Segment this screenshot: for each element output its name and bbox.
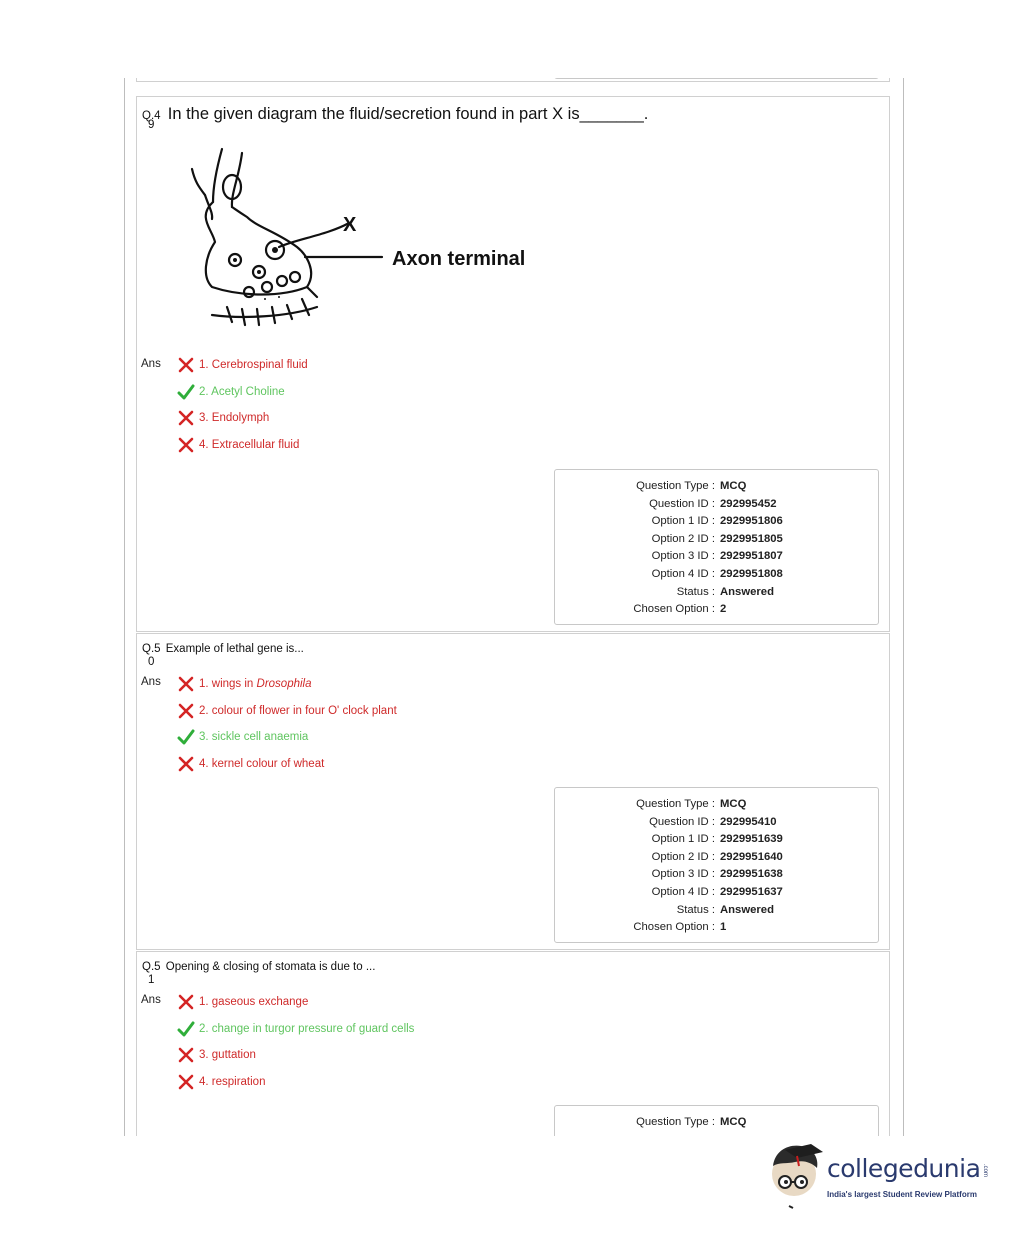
option-text: 3. Endolymph	[199, 412, 270, 424]
meta-key: Option 1 ID :	[651, 515, 715, 528]
meta-key: Option 4 ID :	[651, 886, 715, 898]
answer-option	[177, 754, 324, 774]
brand-domain-suffix: .com	[982, 1164, 988, 1178]
option-text: 2. Acetyl Choline	[199, 385, 285, 398]
option-text: 4. respiration	[199, 1075, 266, 1088]
answer-option	[177, 1072, 265, 1092]
meta-key: Question Type :	[636, 798, 715, 810]
question-text: Example of lethal gene is...	[165, 643, 304, 655]
question-header	[142, 105, 649, 131]
wrong-cross-icon	[177, 436, 195, 454]
meta-key: Chosen Option :	[633, 603, 715, 616]
meta-key: Option 4 ID :	[651, 568, 715, 580]
previous-question-panel	[136, 78, 890, 82]
answer-option	[177, 992, 308, 1012]
meta-value: MCQ	[720, 1116, 747, 1128]
option-text: 4. kernel colour of wheat	[199, 757, 325, 770]
question-panel-50	[136, 633, 890, 950]
question-number-suffix: 0	[148, 656, 155, 668]
correct-check-icon	[177, 728, 195, 746]
question-panel-51	[136, 951, 890, 1136]
answer-option	[177, 674, 312, 694]
question-number: Q.4	[142, 110, 161, 122]
question-meta-box	[554, 469, 879, 625]
answer-option	[177, 1045, 256, 1065]
meta-key: Option 3 ID :	[651, 550, 715, 563]
meta-value: 2929951640	[720, 850, 783, 863]
meta-value: Answered	[720, 903, 774, 916]
mascot-icon	[767, 1140, 827, 1212]
meta-row	[555, 1114, 878, 1130]
meta-value: 2929951808	[720, 568, 783, 580]
meta-row	[555, 601, 878, 617]
meta-key: Question ID :	[649, 497, 715, 510]
option-text: 1. Cerebrospinal fluid	[199, 359, 308, 371]
meta-value: 2	[720, 603, 727, 616]
correct-check-icon	[177, 383, 195, 401]
meta-row	[555, 919, 878, 935]
brand-tagline: India's largest Student Review Platform	[827, 1190, 977, 1199]
question-panel-49	[136, 96, 890, 632]
meta-value: Answered	[720, 585, 774, 598]
option-text: 1. wings in	[199, 678, 257, 690]
meta-value: 2929951639	[720, 833, 783, 846]
question-number-suffix: 1	[148, 974, 155, 986]
meta-row	[555, 849, 878, 865]
wrong-cross-icon	[177, 409, 195, 427]
answer-option	[177, 701, 397, 721]
meta-value: 2929951638	[720, 868, 783, 881]
answer-label: Ans	[141, 358, 161, 370]
meta-key: Question Type :	[636, 1116, 715, 1128]
meta-value: 292995410	[720, 815, 777, 828]
meta-value: MCQ	[720, 798, 747, 810]
meta-key: Status :	[676, 903, 715, 916]
option-text: 2. colour of flower in four O' clock plant	[199, 704, 397, 717]
previous-meta-box	[554, 78, 879, 79]
answer-option	[177, 408, 269, 428]
meta-row	[555, 796, 878, 812]
meta-row	[555, 866, 878, 882]
meta-row	[555, 548, 878, 564]
wrong-cross-icon	[177, 675, 195, 693]
answer-option	[177, 1019, 414, 1039]
answer-label: Ans	[141, 994, 161, 1006]
question-meta-box	[554, 787, 879, 943]
meta-value: 2929951807	[720, 550, 783, 563]
answer-option	[177, 435, 299, 455]
option-text: 2. change in turgor pressure of guard cells	[199, 1022, 415, 1035]
option-text-italic: Drosophila	[256, 678, 312, 690]
meta-row	[555, 584, 878, 600]
question-header	[142, 960, 376, 986]
axon-terminal-diagram	[187, 147, 607, 352]
wrong-cross-icon	[177, 993, 195, 1011]
wrong-cross-icon	[177, 702, 195, 720]
meta-row	[555, 902, 878, 918]
collegedunia-logo	[767, 1140, 997, 1220]
meta-row	[555, 831, 878, 847]
question-meta-box	[554, 1105, 879, 1136]
wrong-cross-icon	[177, 1073, 195, 1091]
answer-sheet-frame	[124, 78, 904, 1136]
meta-row	[555, 566, 878, 582]
meta-row	[555, 531, 878, 547]
option-text: 3. sickle cell anaemia	[199, 731, 309, 743]
meta-key: Question ID :	[649, 815, 715, 828]
diagram-label-axon-terminal: Axon terminal	[392, 248, 526, 270]
wrong-cross-icon	[177, 356, 195, 374]
meta-key: Chosen Option :	[633, 921, 715, 934]
meta-row	[555, 478, 878, 494]
question-text: In the given diagram the fluid/secretion found in part X is_______.	[167, 105, 649, 123]
question-header	[142, 642, 304, 668]
meta-key: Question Type :	[636, 480, 715, 492]
meta-value: MCQ	[720, 480, 747, 492]
meta-row	[555, 884, 878, 900]
wrong-cross-icon	[177, 755, 195, 773]
meta-key: Status :	[676, 585, 715, 598]
wrong-cross-icon	[177, 1046, 195, 1064]
option-text: 1. gaseous exchange	[199, 996, 309, 1008]
meta-value: 2929951637	[720, 886, 783, 898]
question-text: Opening & closing of stomata is due to ...	[165, 961, 376, 973]
option-text: 4. Extracellular fluid	[199, 438, 300, 451]
question-number: Q.5	[142, 961, 161, 973]
answer-option	[177, 355, 308, 375]
meta-row	[555, 496, 878, 512]
question-number: Q.5	[142, 643, 161, 655]
question-number-suffix: 9	[148, 119, 155, 131]
meta-key: Option 2 ID :	[651, 532, 715, 545]
meta-row	[555, 814, 878, 830]
meta-value: 292995452	[720, 497, 777, 510]
meta-row	[555, 513, 878, 529]
answer-option	[177, 727, 308, 747]
correct-check-icon	[177, 1020, 195, 1038]
diagram-label-x: X	[343, 214, 357, 236]
option-text: 3. guttation	[199, 1049, 256, 1061]
meta-key: Option 1 ID :	[651, 833, 715, 846]
meta-value: 2929951806	[720, 515, 783, 528]
answer-label: Ans	[141, 676, 161, 688]
meta-key: Option 3 ID :	[651, 868, 715, 881]
meta-key: Option 2 ID :	[651, 850, 715, 863]
meta-value: 1	[720, 921, 727, 934]
answer-option	[177, 382, 285, 402]
meta-value: 2929951805	[720, 532, 783, 545]
brand-name: collegedunia	[827, 1154, 981, 1183]
